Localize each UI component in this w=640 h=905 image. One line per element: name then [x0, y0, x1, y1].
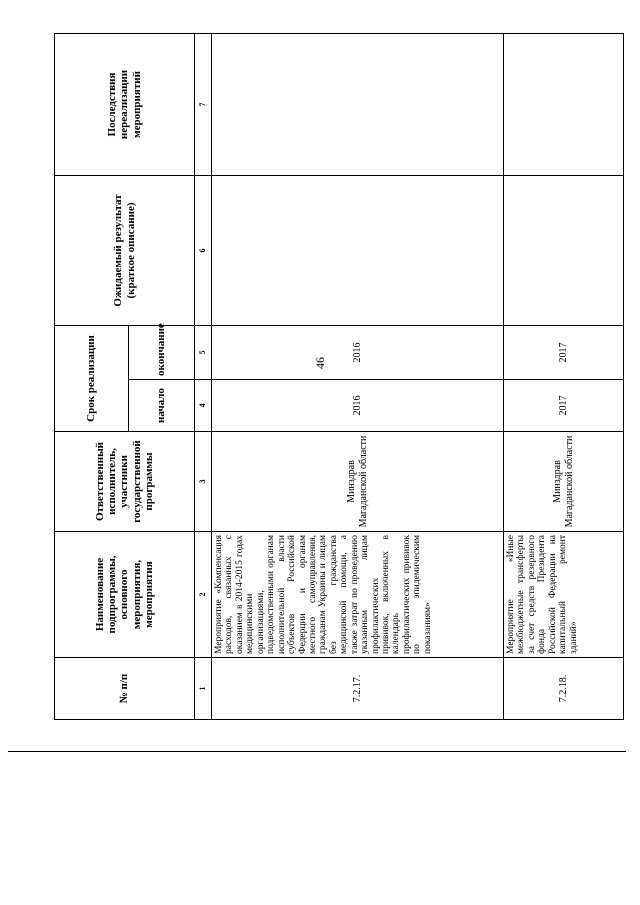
header-consequences: Последствия нереализации мероприятий — [55, 33, 195, 175]
table-row — [504, 33, 624, 719]
row-executor: Минздрав Магаданской области — [212, 432, 504, 532]
row-executor: Минздрав Магаданской области — [504, 432, 624, 532]
column-number: 4 — [195, 380, 212, 432]
header-result: Ожидаемый результат (краткое описание) — [55, 175, 195, 325]
row-start: 2017 — [504, 380, 624, 432]
header-row-1 — [55, 33, 129, 719]
table-row — [212, 33, 504, 719]
row-end: 2016 — [212, 325, 504, 379]
column-number: 6 — [195, 175, 212, 325]
measures-table — [54, 33, 624, 720]
row-result — [212, 175, 504, 325]
column-number: 7 — [195, 33, 212, 175]
header-period: Срок реализации — [55, 325, 129, 431]
row-consequences — [212, 33, 504, 175]
row-start: 2016 — [212, 380, 504, 432]
row-result — [504, 175, 624, 325]
column-number-row — [195, 33, 212, 719]
header-start: начало — [129, 380, 195, 432]
column-number: 2 — [195, 532, 212, 658]
column-number: 5 — [195, 325, 212, 379]
header-end: окончание — [129, 325, 195, 379]
footer-divider — [8, 751, 626, 752]
column-number: 1 — [195, 658, 212, 720]
row-end: 2017 — [504, 325, 624, 379]
row-num: 7.2.18. — [504, 658, 624, 720]
column-number: 3 — [195, 432, 212, 532]
header-num: № п/п — [55, 658, 195, 720]
row-name: Мероприятие «Иные межбюджетные трансферты за счет средств резервного фонда Президента Российской Федерации на капитальный ремонт зданий» — [504, 532, 624, 658]
row-consequences — [504, 33, 624, 175]
measures-table-rotated — [54, 34, 624, 720]
row-num: 7.2.17. — [212, 658, 504, 720]
header-name: Наименование подпрограммы, основного мероприятия, мероприятия — [55, 532, 195, 658]
page-number: 46 — [313, 357, 327, 369]
header-executor: Ответственный исполнитель, участники государственной программы — [55, 432, 195, 532]
row-name: Мероприятие «Компенсация расходов, связанных с оказанием в 2014-2015 годах медицинскими организациями, подведомственными органам исполнительной власти субъектов Российской Федерции и органам местного самоуправления, гражданам Украины и лицам без гражданства медицинской помощи, а также затрат по проведению указанным лицам профилактических прививок, включенных в календарь профилактических прививок по эпидемическим показаниям» — [212, 532, 504, 658]
